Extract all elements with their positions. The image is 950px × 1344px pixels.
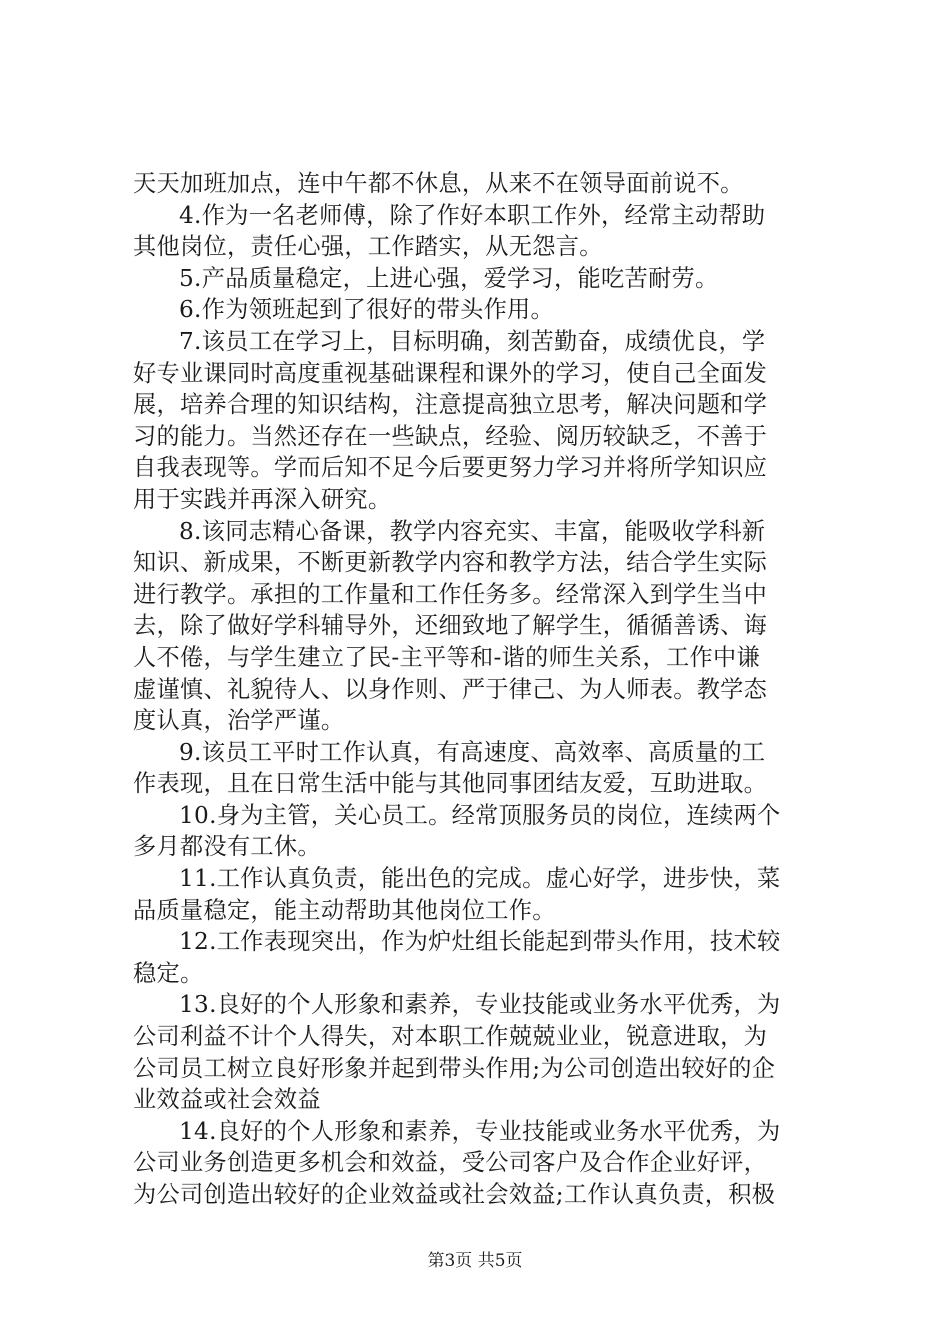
text-line: 用于实践并再深入研究。 [133, 485, 392, 513]
text-line: 业效益或社会效益 [133, 1086, 321, 1114]
text-line: 人不倦，与学生建立了民-主平等和-谐的师生关系，工作中谦 [133, 643, 760, 671]
text-line: 公司员工树立良好形象并起到带头作用;为公司创造出较好的企 [133, 1054, 776, 1082]
text-line: 度认真，治学严谨。 [133, 707, 345, 735]
body-text [133, 168, 829, 1211]
text-line: 10.身为主管，关心员工。经常顶服务员的岗位，连续两个 [179, 801, 781, 829]
text-line: 7.该员工在学习上，目标明确，刻苦勤奋，成绩优良，学 [179, 327, 766, 355]
text-line: 品质量稳定，能主动帮助其他岗位工作。 [133, 896, 556, 924]
text-line: 6.作为领班起到了很好的带头作用。 [179, 296, 555, 324]
text-line: 知识、新成果，不断更新教学内容和教学方法，结合学生实际 [133, 549, 768, 577]
text-line: 作表现，且在日常生活中能与其他同事团结友爱，互助进取。 [133, 770, 768, 798]
text-line: 多月都没有工休。 [133, 833, 321, 861]
text-line: 公司利益不计个人得失，对本职工作兢兢业业，锐意进取，为 [133, 1023, 768, 1051]
text-line: 13.良好的个人形象和素养，专业技能或业务水平优秀，为 [179, 991, 781, 1019]
text-line: 习的能力。当然还存在一些缺点，经验、阅历较缺乏，不善于 [133, 422, 768, 450]
text-line: 虚谨慎、礼貌待人、以身作则、严于律己、为人师表。教学态 [133, 675, 768, 703]
text-line: 为公司创造出较好的企业效益或社会效益;工作认真负责，积极 [133, 1181, 776, 1208]
text-line: 公司业务创造更多机会和效益，受公司客户及合作企业好评， [133, 1149, 768, 1177]
text-line: 5.产品质量稳定，上进心强，爱学习，能吃苦耐劳。 [179, 264, 719, 292]
text-line: 其他岗位，责任心强，工作踏实，从无怨言。 [133, 233, 603, 261]
text-line: 好专业课同时高度重视基础课程和课外的学习，使自己全面发 [133, 359, 768, 387]
text-line: 4.作为一名老师傅，除了作好本职工作外，经常主动帮助 [179, 201, 766, 229]
text-line: 展，培养合理的知识结构，注意提高独立思考，解决问题和学 [133, 391, 768, 419]
text-line: 9.该员工平时工作认真，有高速度、高效率、高质量的工 [179, 738, 766, 766]
text-line: 8.该同志精心备课，教学内容充实、丰富，能吸收学科新 [179, 517, 766, 545]
text-line: 稳定。 [133, 959, 204, 987]
text-line: 进行教学。承担的工作量和工作任务多。经常深入到学生当中 [133, 580, 768, 608]
page-footer: 第3页 共5页 [427, 1251, 523, 1271]
text-line: 14.良好的个人形象和素养，专业技能或业务水平优秀，为 [179, 1117, 781, 1145]
text-line: 11.工作认真负责，能出色的完成。虚心好学，进步快，菜 [179, 865, 781, 893]
text-line: 去，除了做好学科辅导外，还细致地了解学生，循循善诱、诲 [133, 612, 768, 640]
text-line: 自我表现等。学而后知不足今后要更努力学习并将所学知识应 [133, 454, 768, 482]
text-line: 12.工作表现突出，作为炉灶组长能起到带头作用，技术较 [179, 928, 781, 956]
text-line: 天天加班加点，连中午都不休息，从来不在领导面前说不。 [133, 170, 744, 197]
